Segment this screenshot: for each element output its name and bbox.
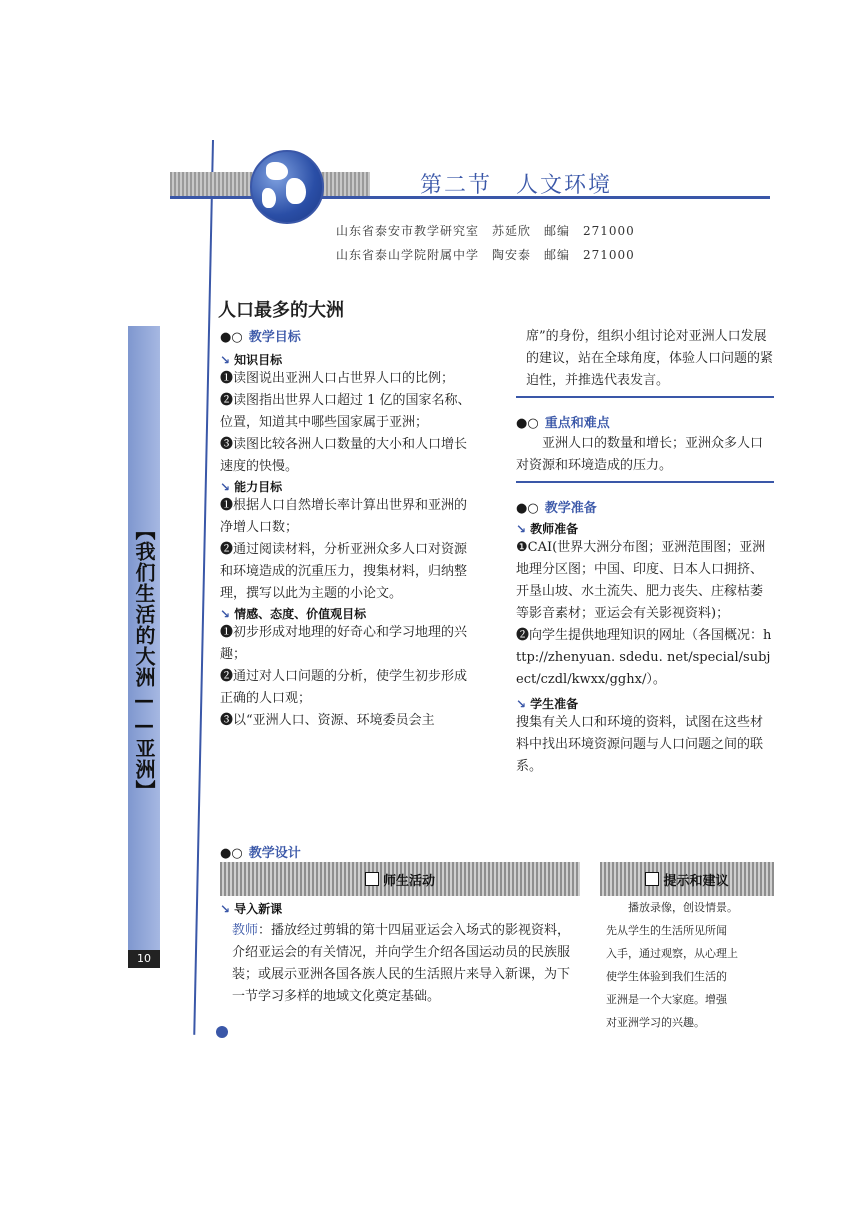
tip-line: 播放录像，创设情景。 bbox=[606, 901, 738, 914]
list-item: ❷通过阅读材料，分析亚洲众多人口对资源和环境造成的沉重压力，搜集材料，归纳整理，撰写以此为主题的小论文。 bbox=[220, 542, 468, 601]
teacher-prep-list bbox=[516, 537, 774, 691]
globe-icon bbox=[250, 150, 324, 224]
chapter-title: 第二节 人文环境 bbox=[420, 173, 613, 198]
list-item: ❸以“亚洲人口、资源、环境委员会主 bbox=[220, 713, 435, 728]
intro-text: 教师：播放经过剪辑的第十四届亚运会入场式的影视资料，介绍亚运会的有关情况，并向学生介绍各国运动员的民族服装；或展示亚洲各国各族人民的生活照片来导入新课，为下一节学习多样的地域文化奠定基础。 bbox=[232, 923, 571, 1004]
vertical-rule bbox=[193, 140, 214, 1035]
list-item: ❸读图比较各洲人口数量的大小和人口增长速度的快慢。 bbox=[220, 437, 468, 474]
list-item: ❶初步形成对地理的好奇心和学习地理的兴趣； bbox=[220, 625, 468, 662]
design-heading: ●○ 教学设计 bbox=[220, 846, 301, 861]
list-item: ❷通过对人口问题的分析，使学生初步形成正确的人口观； bbox=[220, 669, 468, 706]
tip-line: 入手，通过观察，从心理上 bbox=[606, 947, 738, 960]
emotion-title: ↘ 情感、态度、价值观目标 bbox=[220, 607, 367, 621]
activity-box-header: 师生活动 bbox=[220, 862, 580, 896]
tip-line: 亚洲是一个大家庭。增强 bbox=[606, 993, 727, 1006]
rule-end-dot bbox=[216, 1026, 228, 1038]
tip-line: 使学生体验到我们生活的 bbox=[606, 970, 727, 983]
author-line: 山东省泰安市教学研究室 苏延欣 邮编 271000 bbox=[336, 224, 635, 238]
list-item: ❷向学生提供地理知识的网址（各国概况：http://zhenyuan. sdedu. net/special/subject/czdl/kwxx/gghx/）。 bbox=[516, 628, 772, 687]
author-line: 山东省泰山学院附属中学 陶安泰 邮编 271000 bbox=[336, 248, 635, 262]
left-column bbox=[220, 326, 478, 732]
teacher-label: 教师 bbox=[232, 923, 259, 938]
goals-heading: ●○ 教学目标 bbox=[220, 330, 301, 345]
right-column bbox=[516, 326, 774, 778]
intro-title: ↘ 导入新课 bbox=[220, 902, 283, 916]
divider bbox=[516, 396, 774, 398]
tips-box-header: 提示和建议 bbox=[600, 862, 774, 896]
goal-continuation: 席”的身份，组织小组讨论对亚洲人口发展的建议，站在全球角度，体验人口问题的紧迫性，并推选代表发言。 bbox=[526, 329, 774, 388]
page-number: 10 bbox=[128, 950, 160, 968]
checkbox-icon bbox=[365, 872, 379, 886]
prep-heading: ●○ 教学准备 bbox=[516, 501, 597, 516]
tip-line: 先从学生的生活所见所闻 bbox=[606, 924, 727, 937]
divider bbox=[516, 481, 774, 483]
student-prep-text: 搜集有关人口和环境的资料，试图在这些材料中找出环境资源问题与人口问题之间的联系。 bbox=[516, 715, 764, 774]
ability-list bbox=[220, 495, 478, 605]
list-item: ❶CAI(世界大洲分布图；亚洲范围图；亚洲地理分区图；中国、印度、日本人口拥挤、开垦山坡、水土流失、肥力丧失、庄稼枯萎等影音素材；亚运会有关影视资料)； bbox=[516, 540, 766, 621]
ability-title: ↘ 能力目标 bbox=[220, 480, 283, 494]
list-item: ❷读图指出世界人口超过 1 亿的国家名称、位置，知道其中哪些国家属于亚洲； bbox=[220, 393, 471, 430]
side-chapter-label: 【我们生活的大洲——亚洲】 bbox=[132, 520, 156, 801]
knowledge-title: ↘ 知识目标 bbox=[220, 353, 283, 367]
teacher-prep-title: ↘ 教师准备 bbox=[516, 522, 579, 536]
key-heading: ●○ 重点和难点 bbox=[516, 416, 610, 431]
student-prep-title: ↘ 学生准备 bbox=[516, 697, 579, 711]
tips-text bbox=[606, 896, 782, 1034]
emotion-list bbox=[220, 622, 478, 732]
list-item: ❶根据人口自然增长率计算出世界和亚洲的净增人口数； bbox=[220, 498, 468, 535]
section-title: 人口最多的大洲 bbox=[218, 300, 344, 321]
key-text: 亚洲人口的数量和增长；亚洲众多人口对资源和环境造成的压力。 bbox=[516, 436, 764, 473]
knowledge-list bbox=[220, 368, 478, 478]
list-item: ❶读图说出亚洲人口占世界人口的比例； bbox=[220, 371, 455, 386]
tip-line: 对亚洲学习的兴趣。 bbox=[606, 1016, 705, 1029]
checkbox-icon bbox=[645, 872, 659, 886]
